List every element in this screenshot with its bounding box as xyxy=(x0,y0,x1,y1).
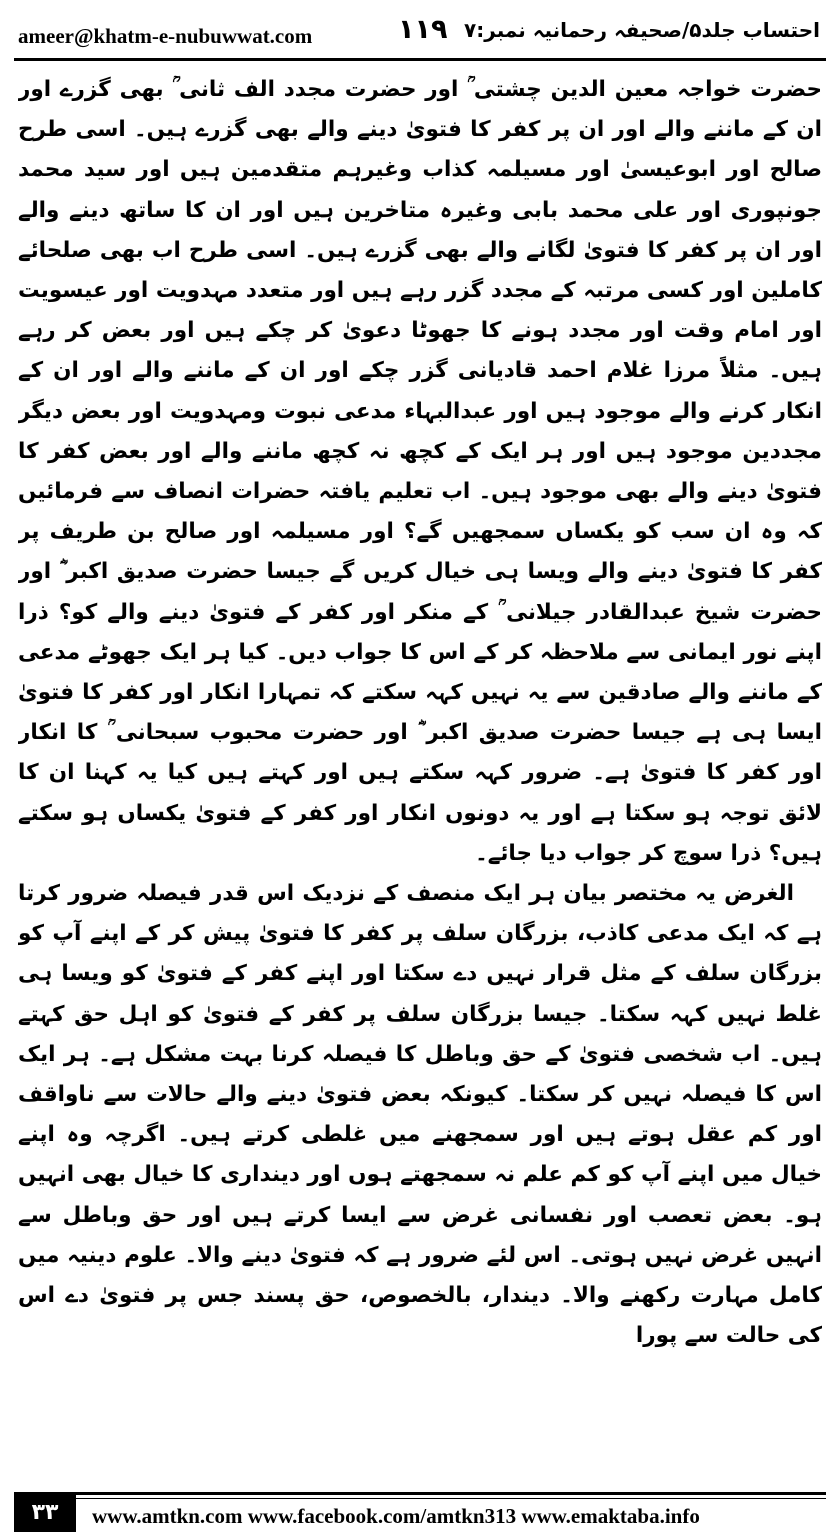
page-footer xyxy=(0,1484,840,1540)
footer-divider-thin xyxy=(76,1498,826,1499)
page-body xyxy=(18,70,822,1458)
footer-divider-thick xyxy=(76,1492,826,1495)
header-divider xyxy=(14,58,826,61)
footer-page-badge: ۳۳ xyxy=(14,1492,76,1532)
body-paragraph-2: الغرض یہ مختصر بیان ہر ایک منصف کے نزدیک اس قدر فیصلہ ضرور کرتا ہے کہ ایک مدعی کاذب، بزرگان سلف پر کفر کا فتویٰ پیش کر کے اپنے آپ کو بزرگان سلف کے مثل قرار نہیں دے سکتا اور اپنے کفر کے فتویٰ کو ویسا ہی غلط نہیں کہہ سکتا۔ جیسا بزرگان سلف پر کفر کے فتویٰ کو اہل حق کہتے ہیں۔ اب شخصی فتویٰ کے حق وباطل کا فیصلہ کرنا بہت مشکل ہے۔ ہر ایک اس کا فیصلہ نہیں کر سکتا۔ کیونکہ بعض فتویٰ دینے والے حالات سے ناواقف اور کم عقل ہوتے ہیں اور سمجھنے میں غلطی کرتے ہیں۔ اگرچہ وہ اپنے خیال میں اپنے آپ کو کم علم نہ سمجھتے ہوں اور دینداری کا خیال بھی انہیں ہو۔ بعض تعصب اور نفسانی غرض سے ایسا کرتے ہیں اور حق وباطل سے انہیں غرض نہیں ہوتی۔ اس لئے ضرور ہے کہ فتویٰ دینے والا۔ علوم دینیہ میں کامل مہارت رکھنے والا۔ دیندار، بالخصوص، حق پسند جس پر فتویٰ دے اس کی حالت سے پورا xyxy=(18,881,822,1349)
footer-links: www.amtkn.com www.facebook.com/amtkn313 www.emaktaba.info xyxy=(92,1504,700,1528)
page-header xyxy=(0,0,840,62)
header-email: ameer@khatm-e-nubuwwat.com xyxy=(18,24,313,48)
header-book-title: احتساب جلد۵/صحیفہ رحمانیہ نمبر:۷ xyxy=(464,18,820,42)
body-paragraph-1: حضرت خواجہ معین الدین چشتی ؒ اور حضرت مجدد الف ثانی ؒ بھی گزرے اور ان کے ماننے والے اور ان پر کفر کا فتویٰ دینے والے بھی گزرے ہیں۔ اسی طرح صالح اور ابوعیسیٰ اور مسیلمہ کذاب وغیرہم متقدمین ہیں اور سید محمد جونپوری اور علی محمد بابی وغیرہ متاخرین ہیں اور ان کا ساتھ دینے والے اور ان پر کفر کا فتویٰ لگانے والے بھی گزرے ہیں۔ اسی طرح اب بھی صلحائے کاملین اور کسی مرتبہ کے مجدد گزر رہے ہیں اور متعدد مہدویت اور عیسویت اور امام وقت اور مجدد ہونے کا جھوٹا دعویٰ کر چکے ہیں اور بعض کر رہے ہیں۔ مثلاً مرزا غلام احمد قادیانی گزر چکے اور ان کے ماننے والے اور ان کے انکار کرنے والے موجود ہیں اور عبدالبہاء مدعی نبوت ومہدویت اور بعض دیگر مجددین موجود ہیں اور ہر ایک کے کچھ نہ کچھ ماننے والے اور بعض کفر کا فتویٰ دینے والے بھی موجود ہیں۔ اب تعلیم یافتہ حضرات انصاف سے فرمائیں کہ وہ ان سب کو یکساں سمجھیں گے؟ اور مسیلمہ اور صالح بن طریف پر کفر کا فتویٰ دینے والے ویسا ہی خیال کریں گے جیسا حضرت صدیق اکبر ؓ اور حضرت شیخ عبدالقادر جیلانی ؒ کے منکر اور کفر کے فتویٰ دینے والے کو؟ ذرا اپنے نور ایمانی سے ملاحظہ کر کے اس کا جواب دیں۔ کیا ہر ایک جھوٹے مدعی کے ماننے والے صادقین سے یہ نہیں کہہ سکتے کہ تمہارا انکار اور کفر کا فتویٰ ایسا ہی ہے جیسا حضرت صدیق اکبر ؓ اور حضرت محبوب سبحانی ؒ کا انکار اور کفر کا فتویٰ ہے۔ ضرور کہہ سکتے ہیں اور کہتے ہیں کیا یہ کہنا ان کا لائق توجہ ہو سکتا ہے اور یہ دونوں انکار اور کفر کے فتویٰ یکساں ہو سکتے ہیں؟ ذرا سوچ کر جواب دیا جائے۔ xyxy=(18,77,822,866)
header-page-number: ۱۱۹ xyxy=(398,14,448,45)
